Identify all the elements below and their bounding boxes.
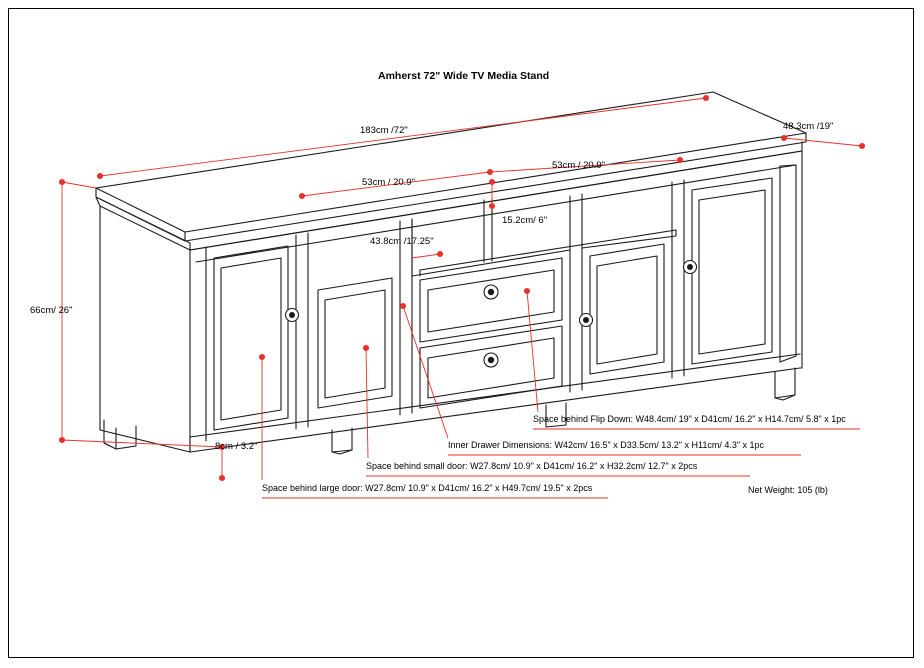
dim-shelf-gap: 15.2cm/ 6" xyxy=(502,215,548,226)
door-right-outer xyxy=(692,178,772,364)
door-left-outer xyxy=(214,246,288,430)
dim-flip-down-width: 43.8cm /17.25" xyxy=(370,236,434,247)
callout-inner-drawer: Inner Drawer Dimensions: W42cm/ 16.5" x D33.5cm/ 13.2" x H11cm/ 4.3" x 1pc xyxy=(448,440,765,450)
dim-total-height: 66cm/ 26" xyxy=(30,305,73,316)
dim-total-width: 183cm /72" xyxy=(360,125,408,136)
dim-section-right: 53cm / 20.9" xyxy=(552,160,606,171)
callout-large-door: Space behind large door: W27.8cm/ 10.9" x D41cm/ 16.2" x H49.7cm/ 19.5" x 2pcs xyxy=(262,483,593,493)
dimension-lines xyxy=(59,95,864,498)
callout-flip-down: Space behind Flip Down: W48.4cm/ 19" x D41cm/ 16.2" x H14.7cm/ 5.8" x 1pc xyxy=(533,414,846,424)
door-left-small-inner xyxy=(325,290,385,398)
callout-small-door: Space behind small door: W27.8cm/ 10.9" x D41cm/ 16.2" x H32.2cm/ 12.7" x 2pcs xyxy=(366,461,698,471)
page-title: Amherst 72" Wide TV Media Stand xyxy=(378,70,550,82)
dim-leg-height: 8cm / 3.2" xyxy=(215,441,258,452)
dim-total-depth: 48.3cm /19" xyxy=(783,121,834,132)
door-left-inner xyxy=(221,258,281,420)
net-weight-label: Net Weight: 105 (lb) xyxy=(748,485,828,495)
dim-section-left: 53cm / 20.9" xyxy=(362,177,416,188)
